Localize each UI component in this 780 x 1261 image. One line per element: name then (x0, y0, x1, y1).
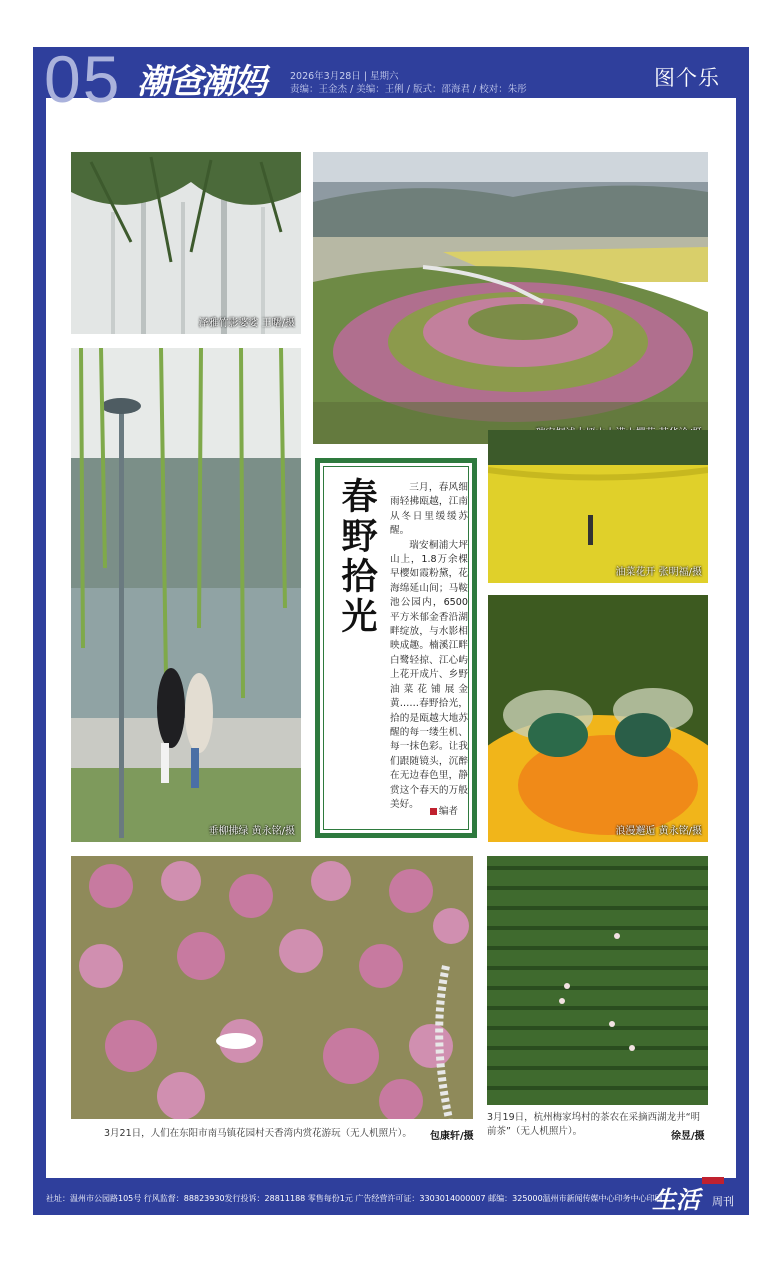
footer-info: 社址：温州市公园路105号 行风监督：88823930发行投诉：28811188 零售每份1元 广告经营许可证：3303014000007 邮编：325000温州市新闻传媒中心印务中心印刷 (46, 1194, 663, 1203)
staff-credits: 责编：王金杰 / 美编：王俐 / 版式：邵海君 / 校对：朱彤 (290, 84, 527, 95)
tea-credit: 徐昱/摄 (671, 1131, 705, 1142)
photo-caption: 浪漫邂逅 黄永铭/摄 (615, 826, 702, 837)
article-title: 春野拾光 (336, 477, 378, 637)
tea-caption: 3月19日，杭州梅家坞村的茶农在采摘西湖龙井“明前茶”（无人机照片）。 (487, 1112, 701, 1137)
insects-image (488, 595, 708, 842)
tea-image (487, 856, 708, 1105)
page-number: 05 (44, 42, 122, 116)
section-title: 图个乐 (654, 66, 720, 90)
article-paragraph: 三月，春风细雨轻拂瓯越，江南从冬日里缓缓苏醒。 (390, 482, 468, 537)
article-paragraph: 瑞安桐浦大坪山上，1.8万余棵早樱如霞粉黛，花海绵延山间；马鞍池公园内，6500平方米郁金香沿湖畔绽放，与水影相映成趣。楠溪江畔白鹭轻掠、江心屿上花开成片、乡野油菜花铺展金黄……春野拾光，拾的是瓯越大地苏醒的每一缕生机、每一抹色彩。让我们跟随镜头，沉醉在无边春色里，静赏这个春天的万般美好。 (390, 539, 468, 810)
rapeseed-image (488, 430, 708, 583)
mountain-image (313, 152, 708, 444)
photo-tea (487, 856, 708, 1105)
photo-rapeseed (488, 430, 708, 583)
photo-bamboo (71, 152, 301, 334)
photo-willow (71, 348, 301, 842)
photo-caption: 垂柳拂绿 黄永铭/摄 (208, 826, 295, 837)
photo-orchard (71, 856, 473, 1119)
photo-mountain-cherry (313, 152, 708, 444)
article-body (390, 481, 468, 812)
publication-logo: 生活 (652, 1186, 700, 1214)
orchard-image (71, 856, 473, 1119)
article-box (315, 458, 477, 838)
orchard-caption: 3月21日，人们在东阳市南马镇花园村天香湾内赏花游玩（无人机照片）。 (104, 1128, 412, 1139)
bamboo-image (71, 152, 301, 334)
photo-caption: 油菜花开 张明福/摄 (615, 567, 702, 578)
masthead-title: 潮爸潮妈 (137, 62, 265, 102)
issue-date: 2026年3月28日 | 星期六 (290, 71, 399, 82)
orchard-credit: 包康轩/摄 (430, 1131, 474, 1142)
photo-insects (488, 595, 708, 842)
willow-image (71, 348, 301, 842)
publication-logo-sub: 周刊 (712, 1195, 734, 1208)
photo-caption: 泽雅竹影婆娑 王曙/摄 (198, 318, 295, 329)
editor-sign: 编者 (430, 803, 458, 817)
logo-tag (702, 1177, 724, 1184)
